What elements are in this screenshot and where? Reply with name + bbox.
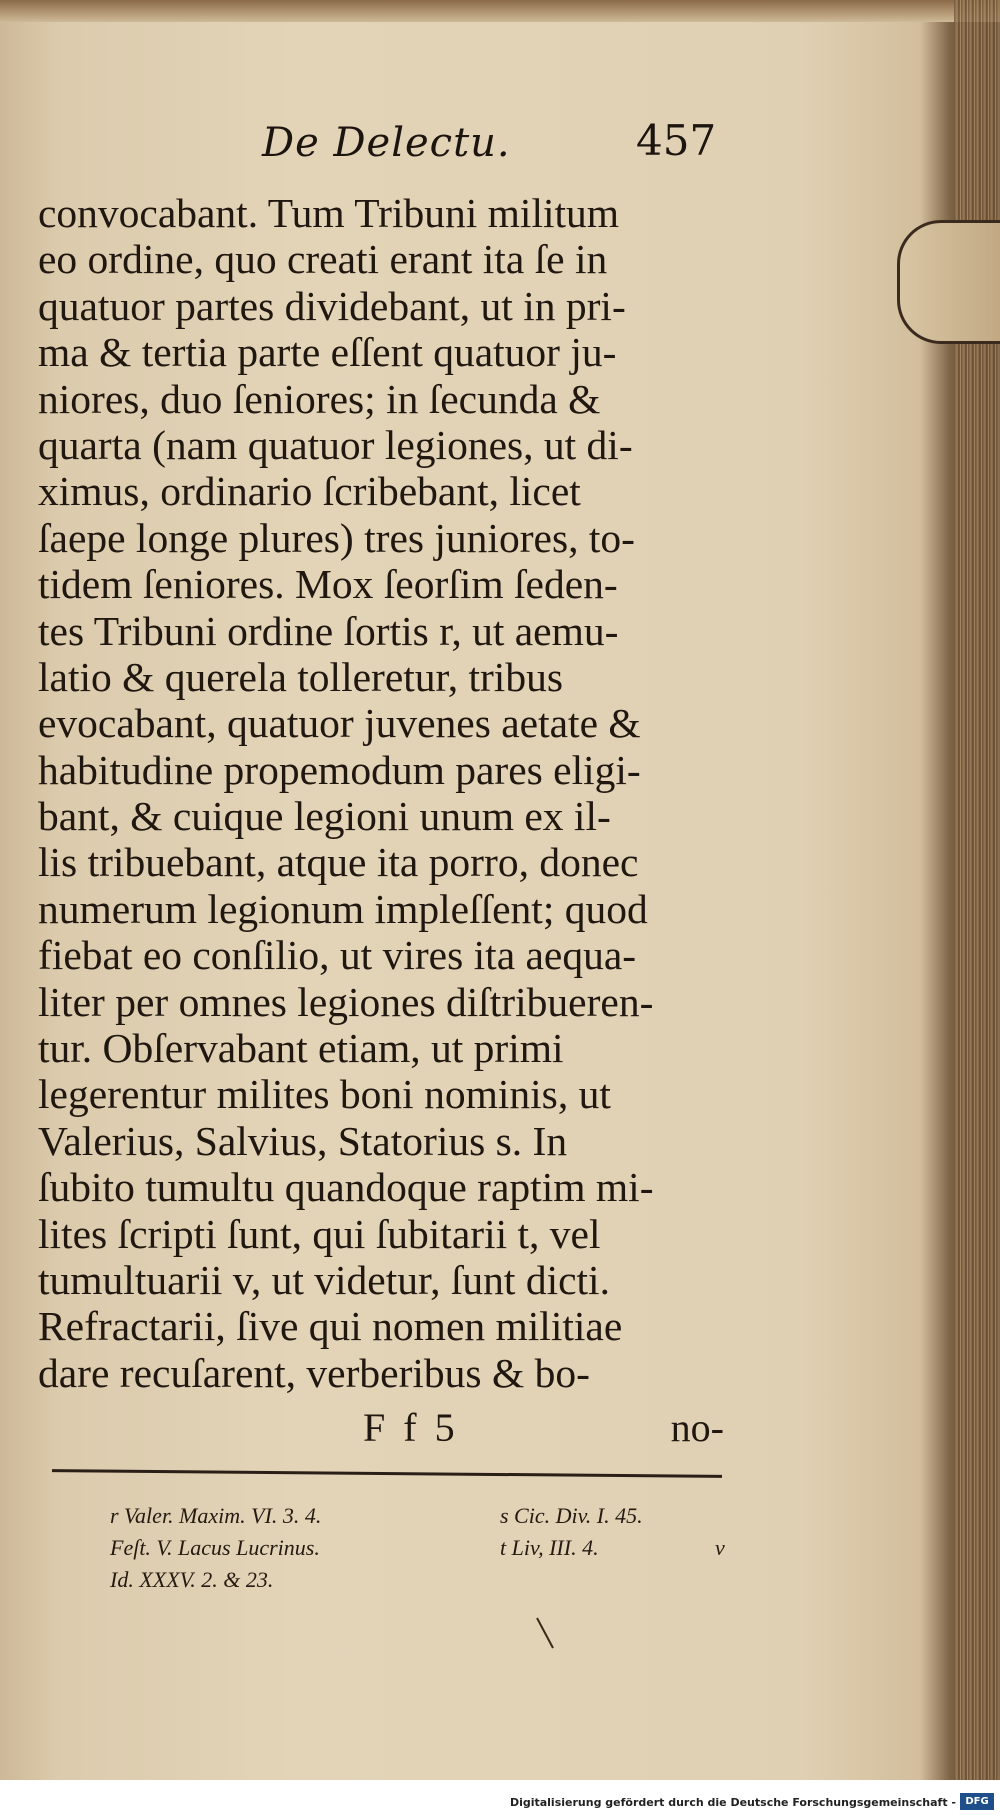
catchword: no- xyxy=(670,1405,724,1450)
text-line: ſaepe longe plures) tres juniores, to- xyxy=(38,514,635,561)
footnote-row xyxy=(110,1500,750,1532)
text-line: ſubito tumultu quandoque raptim mi- xyxy=(38,1164,654,1211)
digitization-credit: Digitalisierung gefördert durch die Deutsche Forschungsgemeinschaft - xyxy=(509,1796,956,1809)
pen-stroke-mark xyxy=(536,1618,554,1649)
text-line: niores, duo ſeniores; in ſecunda & xyxy=(38,375,601,422)
text-line: habitudine propemodum pares eligi- xyxy=(38,746,641,793)
text-line: tidem ſeniores. Mox ſeorſim ſeden- xyxy=(38,561,618,608)
text-line: liter per omnes legiones diſtribueren- xyxy=(38,978,654,1025)
footnote-row xyxy=(110,1564,750,1596)
text-line: quarta (nam quatuor legiones, ut di- xyxy=(38,421,633,468)
footnote-t: t Liv, III. 4. xyxy=(500,1535,599,1560)
text-line: Refractarii, ſive qui nomen militiae xyxy=(38,1303,623,1350)
text-line: lis tribuebant, atque ita porro, donec xyxy=(38,839,639,886)
text-line: numerum legionum impleſſent; quod xyxy=(38,885,648,932)
footnote-rule xyxy=(52,1469,722,1478)
text-line: Valerius, Salvius, Statorius s. In xyxy=(38,1117,568,1164)
text-line: ma & tertia parte eſſent quatuor ju- xyxy=(38,329,617,376)
text-line: bant, & cuique legioni unum ex il- xyxy=(38,793,611,840)
text-line: quatuor partes dividebant, ut in pri- xyxy=(38,282,626,329)
footnote-r-cont: Feſt. V. Lacus Lucrinus. xyxy=(110,1535,320,1560)
text-line: tes Tribuni ordine ſortis r, ut aemu- xyxy=(38,607,619,654)
text-line: ximus, ordinario ſcribebant, licet xyxy=(38,468,581,515)
body-text xyxy=(38,190,728,1396)
text-line: tumultuarii v, ut videtur, ſunt dicti. xyxy=(38,1256,610,1303)
page-number: 457 xyxy=(636,116,717,165)
footnote-r: r Valer. Maxim. VI. 3. 4. xyxy=(110,1503,322,1528)
clip-marker xyxy=(897,220,1000,344)
page-top-edge xyxy=(0,0,1000,22)
footnote-v-cont: Id. XXXV. 2. & 23. xyxy=(110,1567,274,1592)
text-line: latio & querela tolleretur, tribus xyxy=(38,653,563,700)
text-line: evocabant, quatuor juvenes aetate & xyxy=(38,700,641,747)
text-line: tur. Obſervabant etiam, ut primi xyxy=(38,1025,564,1072)
running-title: De Delectu. xyxy=(262,120,511,166)
text-line: fiebat eo conſilio, ut vires ita aequa- xyxy=(38,932,637,979)
footnote-v: v xyxy=(715,1535,725,1560)
text-line: lites ſcripti ſunt, qui ſubitarii t, vel xyxy=(38,1210,601,1257)
footnote-s: s Cic. Div. I. 45. xyxy=(500,1503,643,1528)
catchline xyxy=(38,1404,728,1454)
signature-mark: F f 5 xyxy=(363,1405,459,1450)
text-line: convocabant. Tum Tribuni militum xyxy=(38,190,620,236)
text-line: dare recuſarent, verberibus & bo- xyxy=(38,1349,590,1396)
footnote-row xyxy=(110,1532,750,1564)
dfg-logo: DFG xyxy=(960,1793,994,1810)
text-line: legerentur milites boni nominis, ut xyxy=(38,1071,611,1118)
page-header xyxy=(0,116,1000,180)
text-line: eo ordine, quo creati erant ita ſe in xyxy=(38,236,608,283)
footnotes xyxy=(110,1500,750,1596)
